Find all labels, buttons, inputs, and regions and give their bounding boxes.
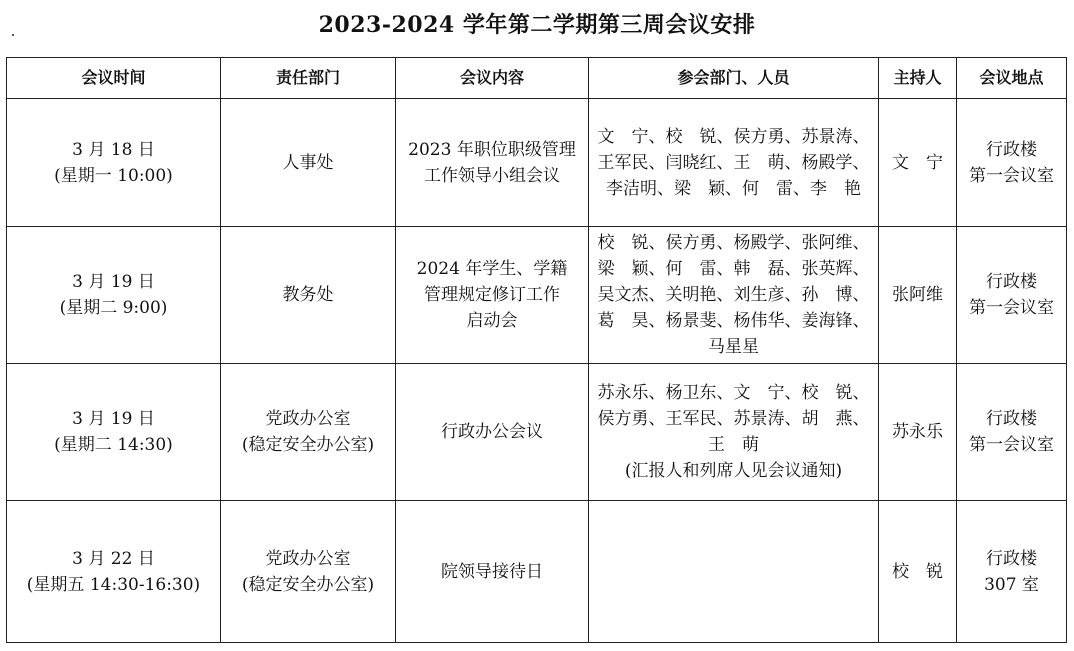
cell-time (7, 99, 221, 227)
cell-attendees (589, 364, 879, 501)
cell-host: 校 锐 (879, 501, 957, 643)
location-room: 第一会议室 (969, 298, 1054, 318)
location-room: 第一会议室 (969, 165, 1054, 186)
time-day: (星期二 14:30) (54, 435, 173, 455)
dept-name: 人事处 (282, 152, 334, 173)
cell-content (396, 227, 589, 364)
dept-subname: (稳定安全办公室) (241, 435, 375, 455)
cell-attendees (589, 99, 879, 227)
time-date: 3 月 19 日 (72, 409, 155, 429)
cell-dept (221, 501, 396, 643)
dept-name: 党政办公室 (265, 548, 351, 569)
meeting-schedule-table (6, 57, 1067, 643)
cell-location (957, 501, 1067, 643)
cell-time (7, 227, 221, 364)
cell-content (396, 364, 589, 501)
attendee-note: (汇报人和列席人见会议通知) (624, 461, 843, 481)
location-building: 行政楼 (986, 409, 1037, 429)
cell-content (396, 99, 589, 227)
cell-location (957, 99, 1067, 227)
cell-dept (221, 227, 396, 364)
attendee-line: 马星星 (708, 337, 759, 357)
cell-host: 文 宁 (879, 99, 957, 227)
time-day: (星期二 9:00) (59, 298, 168, 318)
cell-host: 张阿维 (879, 227, 957, 364)
header-attendees: 参会部门、人员 (589, 58, 879, 99)
time-day: (星期一 10:00) (54, 165, 173, 186)
cell-host: 苏永乐 (879, 364, 957, 501)
time-date: 3 月 19 日 (72, 272, 155, 292)
header-location: 会议地点 (957, 58, 1067, 99)
attendee-line: 文 宁、校 锐、侯方勇、苏景涛、 (597, 126, 870, 147)
attendee-line: 苏永乐、杨卫东、文 宁、校 锐、 (597, 383, 870, 403)
attendee-line: 校 锐、侯方勇、杨殿学、张阿维、 (597, 233, 870, 253)
cell-attendees (589, 227, 879, 364)
content-line: 2023 年职位职级管理 (408, 139, 576, 160)
time-date: 3 月 18 日 (72, 139, 155, 160)
location-room: 第一会议室 (969, 435, 1054, 455)
cell-dept (221, 364, 396, 501)
cell-dept (221, 99, 396, 227)
header-row (7, 58, 1067, 99)
cell-time (7, 501, 221, 643)
attendee-line: 吴文杰、关明艳、刘生彦、孙 博、 (597, 285, 870, 305)
content-line: 启动会 (466, 311, 518, 331)
cell-time (7, 364, 221, 501)
location-building: 行政楼 (986, 139, 1037, 160)
cell-content (396, 501, 589, 643)
table-row (7, 99, 1067, 227)
attendee-line: 王军民、闫晓红、王 萌、杨殿学、 (597, 152, 870, 173)
header-host: 主持人 (879, 58, 957, 99)
content-line: 工作领导小组会议 (424, 165, 560, 186)
dept-subname: (稳定安全办公室) (241, 574, 375, 595)
attendee-line: 梁 颖、何 雷、韩 磊、张英辉、 (597, 259, 870, 279)
page-title: 2023-2024 学年第二学期第三周会议安排 (318, 12, 756, 38)
dept-name: 党政办公室 (265, 409, 351, 429)
table-row (7, 227, 1067, 364)
content-line: 院领导接待日 (441, 561, 543, 582)
cell-location (957, 227, 1067, 364)
header-content: 会议内容 (396, 58, 589, 99)
dept-name: 教务处 (282, 285, 334, 305)
attendee-line: 王 萌 (708, 435, 759, 455)
content-line: 管理规定修订工作 (424, 285, 560, 305)
header-time: 会议时间 (7, 58, 221, 99)
cell-location (957, 364, 1067, 501)
table-row (7, 501, 1067, 643)
location-building: 行政楼 (986, 272, 1037, 292)
content-line: 2024 年学生、学籍 (416, 259, 568, 279)
header-dept: 责任部门 (221, 58, 396, 99)
cell-attendees (589, 501, 879, 643)
time-day: (星期五 14:30-16:30) (26, 574, 201, 595)
attendee-line: 葛 昊、杨景斐、杨伟华、姜海锋、 (597, 311, 870, 331)
content-line: 行政办公会议 (441, 422, 543, 442)
attendee-line: 侯方勇、王军民、苏景涛、胡 燕、 (597, 409, 870, 429)
location-room: 307 室 (984, 574, 1039, 595)
location-building: 行政楼 (986, 548, 1037, 569)
attendee-line: 李洁明、梁 颖、何 雷、李 艳 (606, 178, 861, 199)
time-date: 3 月 22 日 (72, 548, 155, 569)
table-row (7, 364, 1067, 501)
